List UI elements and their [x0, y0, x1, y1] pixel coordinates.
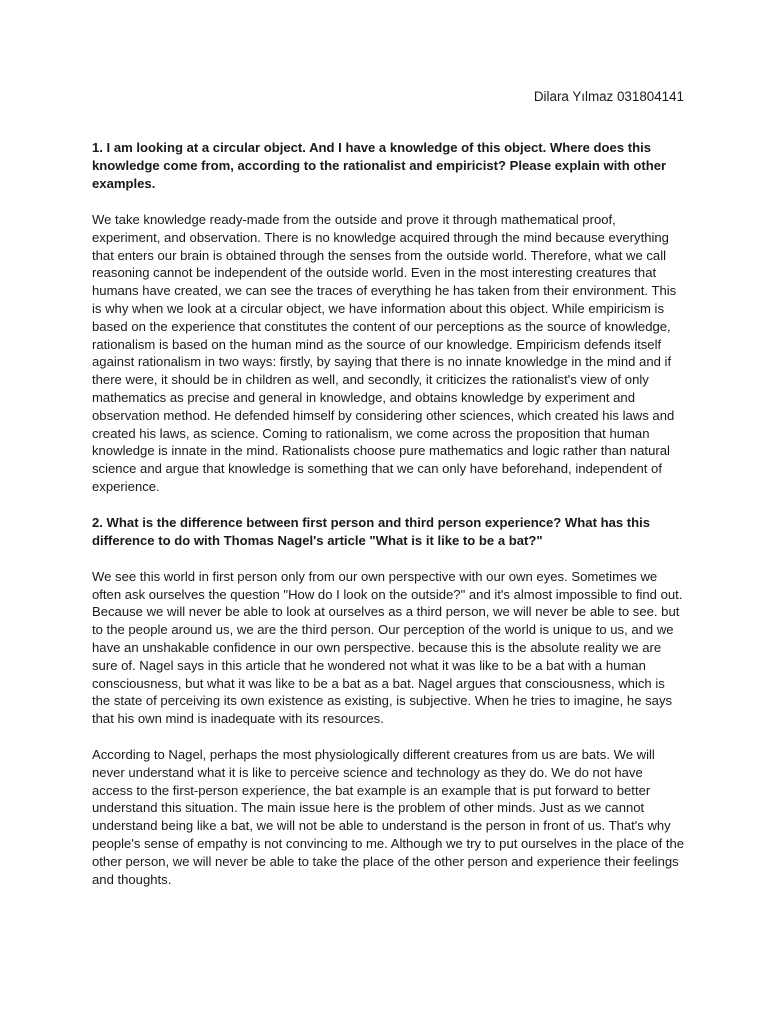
spacer	[92, 193, 686, 211]
spacer	[92, 496, 686, 514]
document-body	[92, 139, 686, 888]
spacer	[92, 550, 686, 568]
answer-1: We take knowledge ready-made from the outside and prove it through mathematical proof, experiment, and observation. There is no knowledge acquired through the mind because everything that enters our brain is obtained through the senses from the outside world. Therefore, what we call reasoning cannot be independent of the outside world. Even in the most interesting creatures that humans have created, we can see the traces of everything he has taken from their environment. This is why when we look at a circular object, we have information about this object. While empiricism is based on the experience that constitutes the content of our perceptions as the source of knowledge, rationalism is based on the human mind as the source of our knowledge. Empiricism defends itself against rationalism in two ways: firstly, by saying that there is no innate knowledge in the mind and if there were, it should be in children as well, and secondly, it criticizes the rationalist's view of only mathematics as precise and general in knowledge, and obtains knowledge by experiment and observation method. He defended himself by considering other sciences, which created his laws and created his laws, as science. Coming to rationalism, we come across the proposition that human knowledge is innate in the mind. Rationalists choose pure mathematics and logic rather than natural science and argue that knowledge is something that we can only have beforehand, independent of experience.	[92, 212, 677, 494]
answer-2-paragraph-2: According to Nagel, perhaps the most physiologically different creatures from us are bats. We will never understand what it is like to perceive science and technology as they do. We do not have access to the first-person experience, the bat example is an example that is put forward to better understand this situation. The main issue here is the problem of other minds. Just as we cannot understand being like a bat, we will not be able to understand is the person in front of us. That's why people's sense of empathy is not convincing to me. Although we try to put ourselves in the place of the other person, we will never be able to take the place of the other person and experience their feelings and thoughts.	[92, 746, 685, 887]
question-1: 1. I am looking at a circular object. And I have a knowledge of this object. Where does this knowledge come from, according to the rationalist and empiricist? Please explain with other examples.	[92, 140, 667, 191]
answer-2-paragraph-1: We see this world in first person only from our own perspective with our own eyes. Sometimes we often ask ourselves the question "How do I look on the outside?" and it's almost impossible to find out. Because we will never be able to look at ourselves as a third person, we will never be able to see. but to the people around us, we are the third person. Our perception of the world is unique to us, and we have an unshakable confidence in our own perspective. because this is the absolute reality we are sure of. Nagel says in this article that he wondered not what it was like to be a bat with a human consciousness, but what it was like to be a bat as a bat. Nagel argues that consciousness, which is the state of perceiving its own existence as existing, is subjective. When he tries to imagine, he says that his own mind is inadequate with its resources.	[92, 568, 683, 727]
author-line: Dilara Yılmaz 031804141	[533, 89, 684, 104]
spacer	[92, 728, 686, 746]
question-2: 2. What is the difference between first person and third person experience? What has this difference to do with Thomas Nagel's article "What is it like to be a bat?"	[92, 514, 651, 548]
